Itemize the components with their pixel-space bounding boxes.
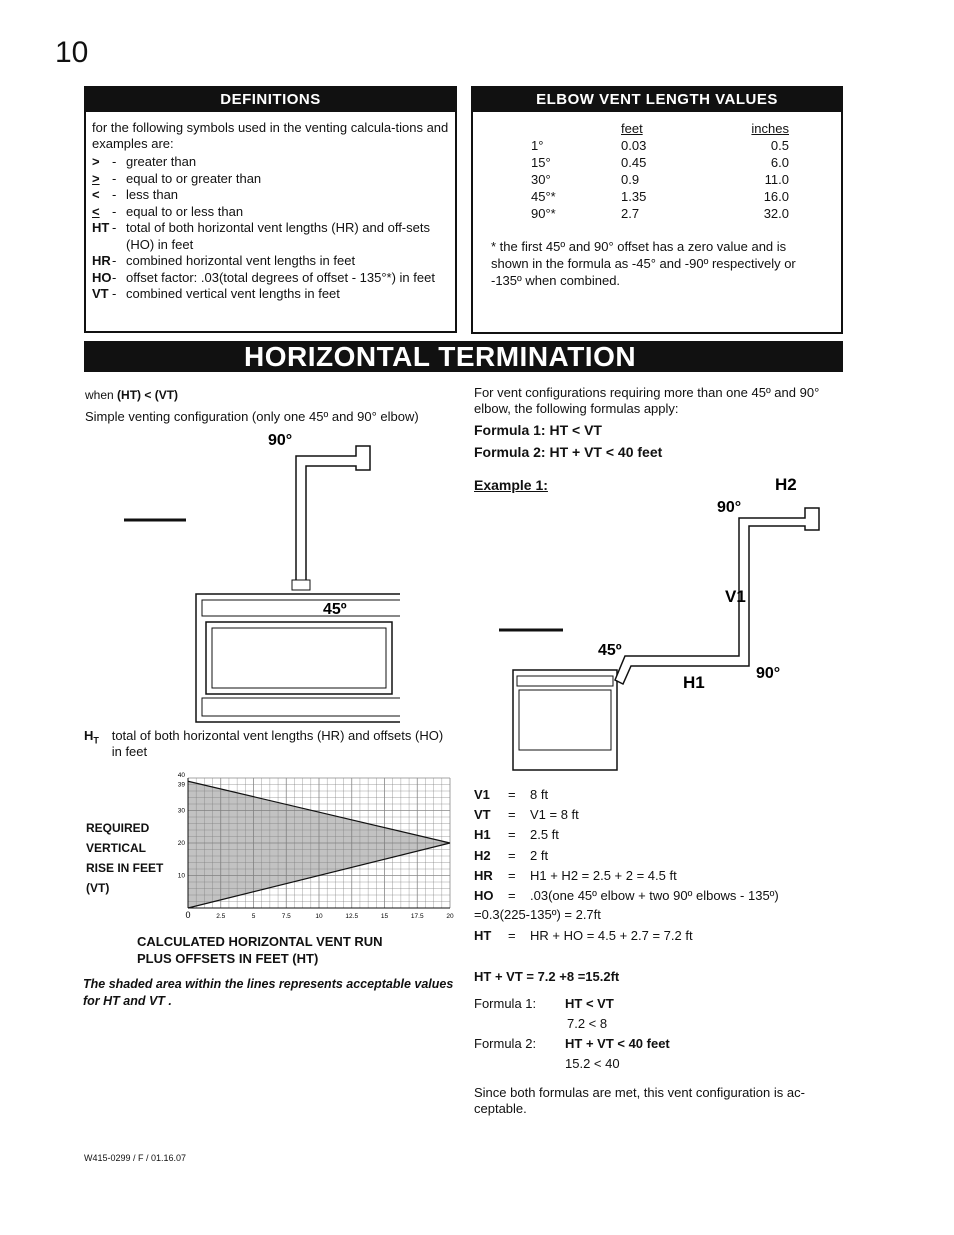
when-line — [85, 387, 178, 403]
definition-text: greater than — [126, 154, 197, 169]
elbow-cell-deg: 30° — [531, 172, 551, 187]
example-equation: VT = V1 = 8 ft — [474, 807, 579, 823]
required-1: REQUIRED — [86, 821, 150, 835]
elbow-cell-deg: 1° — [531, 138, 544, 153]
elbow-cell-feet: 0.03 — [621, 138, 647, 153]
required-2: VERTICAL — [86, 841, 146, 855]
chart-y-tick-label: 10 — [177, 872, 185, 880]
chart-y-tick-label: 40 — [177, 772, 185, 779]
elbow-title: ELBOW VENT LENGTH VALUES — [473, 88, 841, 112]
conclusion: Since both formulas are met, this vent configuration is ac-ceptable. — [474, 1085, 805, 1116]
eq-sym: V1 — [474, 787, 490, 802]
elbow-cell-feet: 2.7 — [621, 206, 640, 221]
when-text: when — [85, 388, 114, 402]
definition-text: less than — [126, 187, 179, 202]
ht-equation: HT = HR + HO = 4.5 + 2.7 = 7.2 ft — [474, 928, 693, 943]
f2-value: 15.2 < 40 — [565, 1056, 620, 1071]
chart-x-tick-label: 0 — [185, 910, 191, 920]
definition-item: HR - combined horizontal vent lengths in feet — [86, 253, 455, 270]
example-vent-diagram — [495, 470, 845, 780]
elbow-row — [521, 137, 789, 154]
f1-label: Formula 1: — [474, 996, 537, 1011]
f2-label: Formula 2: — [474, 1036, 537, 1051]
eq-sym: HT — [474, 928, 492, 943]
simple-vent-diagram — [120, 430, 400, 730]
chart-x-tick-label: 20 — [446, 913, 454, 920]
chart-y-tick-label: 39 — [177, 781, 185, 789]
eq-sym: HR — [474, 867, 493, 883]
definition-item: VT - combined vertical vent lengths in feet — [86, 286, 455, 303]
page-number: 10 — [55, 36, 89, 69]
elbow-cell-deg: 90°* — [531, 206, 556, 221]
definition-symbol: > — [92, 154, 100, 169]
definition-item: > - equal to or greater than — [86, 171, 455, 188]
elbow-values-box — [471, 86, 843, 334]
eq-rhs: V1 = 8 ft — [530, 807, 579, 823]
ht-def-text: total of both horizontal vent lengths (HR) and offsets (HO) in feet — [111, 728, 444, 759]
elbow-cell-feet: 0.45 — [621, 155, 647, 170]
definition-text: equal to or less than — [126, 203, 244, 219]
elbow-row — [521, 171, 789, 188]
example-equation: H2 = 2 ft — [474, 847, 549, 863]
eq-sym: VT — [474, 807, 491, 823]
definition-text: combined horizontal vent lengths in feet — [126, 253, 356, 268]
required-3: RISE IN FEET — [86, 861, 164, 875]
eq-rhs: 8 ft — [530, 787, 549, 802]
ht-definition — [84, 728, 454, 760]
definition-item: < - less than — [86, 187, 455, 204]
elbow-note: * the first 45º and 90° offset has a zero value and is shown in the formula as -45° and -90º respectively or -135º when combined. — [491, 239, 796, 288]
definition-symbol: HO — [92, 269, 112, 285]
example-equation: H1 = 2.5 ft — [474, 827, 559, 843]
f2-expr: HT + VT < 40 feet — [565, 1036, 670, 1051]
eq-sym: HO — [474, 888, 494, 903]
calc-axis-label — [137, 933, 383, 967]
definition-symbol: HR — [92, 253, 111, 268]
definition-text: combined vertical vent lengths in feet — [126, 286, 340, 301]
definition-item: HT - total of both horizontal vent lengths (HR) and off-sets (HO) in feet — [86, 220, 455, 253]
ex-label-90b: 90° — [756, 665, 781, 682]
definition-text: offset factor: .03(total degrees of offset - 135°*) in feet — [126, 269, 435, 285]
chart-x-tick-label: 17.5 — [410, 913, 424, 920]
eq-sym: H2 — [474, 847, 491, 863]
definitions-title: DEFINITIONS — [86, 88, 455, 112]
chart-x-tick-label: 12.5 — [345, 913, 359, 920]
elbow-cell-inches: 11.0 — [764, 172, 789, 187]
elbow-table — [521, 120, 789, 222]
example-equation: V1 = 8 ft — [474, 787, 549, 802]
calc-2: PLUS OFFSETS IN FEET (HT) — [137, 951, 319, 966]
elbow-cell-feet: 0.9 — [621, 172, 640, 187]
elbow-cell-inches: 16.0 — [763, 189, 789, 204]
chart-x-tick-label: 2.5 — [216, 913, 226, 920]
f1-value: 7.2 < 8 — [567, 1016, 608, 1031]
formula-2: Formula 2: HT + VT < 40 feet — [474, 444, 663, 460]
elbow-row — [521, 154, 789, 171]
f1-expr: HT < VT — [565, 996, 614, 1011]
chart-x-tick-label: 10 — [315, 913, 323, 920]
definition-symbol: HT — [92, 220, 110, 235]
elbow-cell-deg: 45°* — [531, 189, 556, 204]
definition-item: > - greater than — [86, 154, 455, 171]
ex-label-v1: V1 — [725, 587, 746, 606]
chart-x-tick-label: 7.5 — [281, 913, 291, 920]
elbow-row — [521, 188, 789, 205]
definition-symbol: < — [92, 203, 100, 219]
eq-rhs: 2 ft — [530, 847, 549, 863]
definition-symbol: VT — [92, 286, 109, 301]
col-feet: feet — [621, 121, 643, 136]
elbow-cell-feet: 1.35 — [621, 189, 647, 204]
required-4: (VT) — [86, 881, 110, 895]
when-expr: (HT) < (VT) — [117, 388, 179, 402]
example-equation: HO = .03(one 45º elbow + two 90º elbows - 135º) — [474, 888, 779, 903]
eq-rhs: HR + HO = 4.5 + 2.7 = 7.2 ft — [530, 928, 693, 943]
elbow-row — [521, 205, 789, 222]
elbow-cell-deg: 15° — [531, 155, 551, 170]
ht-symbol: $H_T$ — [84, 728, 99, 746]
label-90: 90° — [268, 432, 293, 449]
calc-1: CALCULATED HORIZONTAL VENT RUN — [137, 934, 383, 949]
right-intro: For vent configurations requiring more than one 45º and 90° elbow, the following formulas apply: — [474, 385, 820, 416]
col-inches: inches — [751, 121, 789, 136]
shaded-note: The shaded area within the lines represents acceptable values for HT and VT . — [83, 977, 454, 1008]
chart-y-tick-label: 20 — [177, 840, 185, 847]
chart-x-tick-label: 15 — [380, 913, 389, 920]
section-banner: HORIZONTAL TERMINATION — [84, 341, 843, 372]
definition-symbol: > — [92, 170, 100, 186]
example-heading: Example 1: — [474, 477, 548, 493]
definition-symbol: < — [92, 187, 100, 202]
eq-rhs: 2.5 ft — [530, 827, 559, 843]
definitions-intro: for the following symbols used in the venting calcula-tions and examples are: — [92, 120, 449, 151]
ex-label-90a: 90° — [717, 499, 742, 516]
definition-item: < - equal to or less than — [86, 204, 455, 221]
ex-label-45: 45º — [598, 642, 622, 659]
ex-label-h2: H2 — [775, 475, 797, 494]
definition-text: equal to or greater than — [126, 170, 262, 186]
elbow-cell-inches: 32.0 — [763, 206, 789, 221]
eq-rhs: .03(one 45º elbow + two 90º elbows - 135º) — [530, 888, 779, 903]
definition-text: total of both horizontal vent lengths (HR) and off-sets (HO) in feet — [126, 220, 430, 252]
elbow-cell-inches: 6.0 — [770, 155, 789, 170]
definitions-box — [84, 86, 457, 333]
definition-item: HO - offset factor: .03(total degrees of offset - 135°*) in feet — [86, 270, 455, 287]
definitions-list — [86, 154, 455, 303]
chart-x-tick-label: 5 — [251, 913, 256, 920]
footer-code: W415-0299 / F / 01.16.07 — [84, 1153, 187, 1163]
sum-line: HT + VT = 7.2 +8 =15.2ft — [474, 969, 620, 984]
elbow-cell-inches: 0.5 — [770, 138, 789, 153]
example-equation: HR = H1 + H2 = 2.5 + 2 = 4.5 ft — [474, 867, 677, 883]
simple-config-text: Simple venting configuration (only one 45º and 90° elbow) — [85, 409, 419, 424]
formula-1: Formula 1: HT < VT — [474, 422, 602, 438]
required-axis-label — [86, 818, 163, 898]
eq-sym: H1 — [474, 827, 491, 843]
ho-continuation: =0.3(225-135º) = 2.7ft — [474, 907, 601, 922]
eq-rhs: H1 + H2 = 2.5 + 2 = 4.5 ft — [530, 867, 677, 883]
chart-y-tick-label: 30 — [177, 807, 185, 815]
label-45: 45º — [323, 601, 347, 618]
vent-chart — [160, 770, 460, 925]
ex-label-h1: H1 — [683, 673, 705, 692]
